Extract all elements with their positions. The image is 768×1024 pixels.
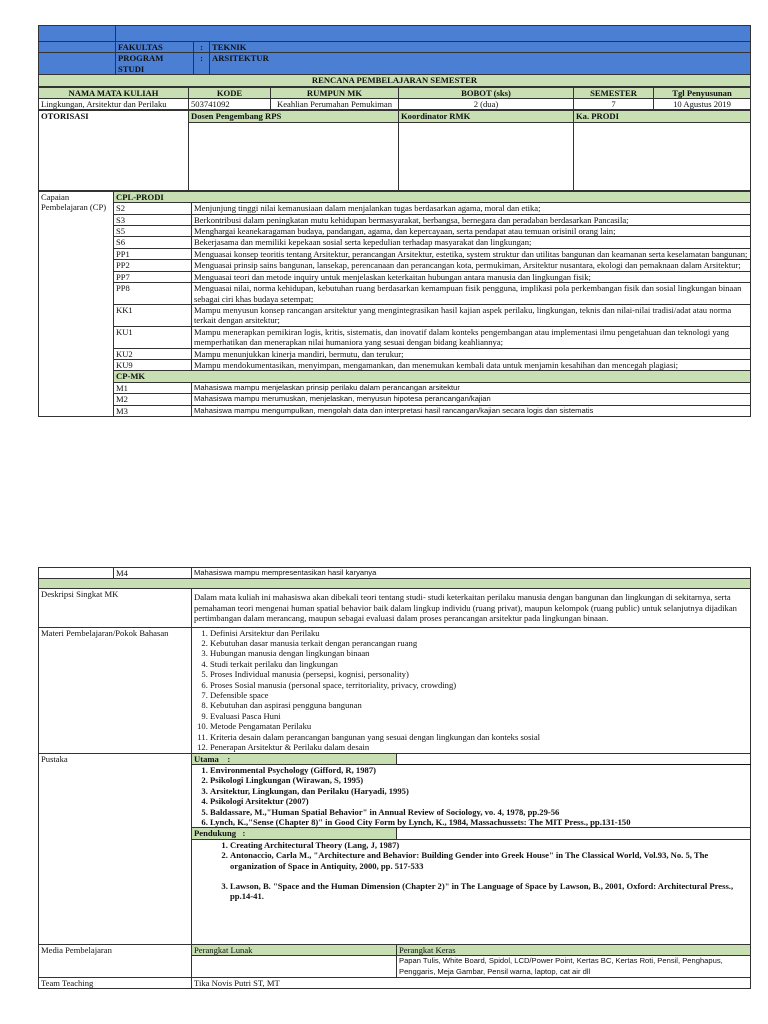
cpl-code: KU2: [114, 348, 192, 359]
pustaka-utama-item: 3. Arsitektur, Lingkungan, dan Perilaku (Haryadi, 1995): [210, 786, 748, 796]
m4-code: M4: [114, 568, 192, 579]
pustaka-utama-item: 6. Lynch, K.,"Sense (Chapter 8)" in Good City Form by Lynch, K., 1984, Massachussets: The MIT Press., pp.131-150: [210, 817, 748, 827]
kaprodi-signature: [574, 122, 751, 190]
prodi-value: ARSITEKTUR: [210, 53, 751, 75]
materi-item: 4. Studi terkait perilaku dan lingkungan: [210, 659, 748, 669]
dosen-signature: [189, 122, 399, 190]
cpl-code: KK1: [114, 304, 192, 326]
deskripsi-label: Deskripsi Singkat MK: [39, 589, 192, 627]
lunak-value: [192, 956, 397, 978]
cpmk-code: M2: [114, 394, 192, 405]
col-header-semester: SEMESTER: [574, 87, 654, 98]
cpl-row: [39, 283, 751, 305]
cpmk-text: Mahasiswa mampu mengumpulkan, mengolah data dan interpretasi hasil rancangan/kajian secara logis dan sistematis: [192, 405, 751, 416]
cpmk-text: Mahasiswa mampu merumuskan, menjelaskan, menyusun hipotesa perancangan/kajian: [192, 394, 751, 405]
cpl-code: S2: [114, 203, 192, 214]
pustaka-utama-item: 1. Environmental Psychology (Gifford, R, 1987): [210, 765, 748, 775]
col-header-kode: KODE: [189, 87, 271, 98]
rps-title: RENCANA PEMBELAJARAN SEMESTER: [39, 75, 751, 86]
utama-label-text: Utama: [194, 753, 219, 764]
pustaka-label: Pustaka: [39, 753, 192, 944]
materi-item: 6. Proses Sosial manusia (personal space, territoriality, privacy, crowding): [210, 680, 748, 690]
course-table: [38, 87, 751, 111]
header-table: [38, 25, 751, 87]
fakultas-label: FAKULTAS: [116, 42, 194, 53]
koordinator-header: Koordinator RMK: [399, 111, 574, 122]
cpl-code: PP8: [114, 283, 192, 305]
cpl-text: Mampu menyusun konsep rancangan arsitektur yang mengintegrasikan hasil kajian aspek perilaku, lingkungan, teknis dan nilai-nilai tradisi/adat atau norma terkait dengan arsitektur;: [192, 304, 751, 326]
cpl-row: [39, 248, 751, 259]
cpl-row: [39, 271, 751, 282]
pustaka-utama-item: 4. Psikologi Arsitektur (2007): [210, 796, 748, 806]
cpl-code: S5: [114, 226, 192, 237]
col-header-rumpun: RUMPUN MK: [271, 87, 399, 98]
pendukung-cell: [192, 839, 751, 944]
course-date: 10 Agustus 2019: [654, 99, 751, 110]
cpl-row: [39, 237, 751, 248]
pustaka-utama-item: 5. Baldassare, M.,"Human Spatial Behavior" in Annual Review of Sociology, vo. 4, 1978, pp.29-56: [210, 807, 748, 817]
cpl-row: [39, 304, 751, 326]
page2-table: [38, 567, 751, 989]
otorisasi-table: [38, 110, 751, 190]
kaprodi-header: Ka. PRODI: [574, 111, 751, 122]
materi-item: 1. Definisi Arsitektur dan Perilaku: [210, 628, 748, 638]
materi-cell: [192, 627, 751, 753]
rps-page-1: [38, 25, 750, 417]
cpl-code: S3: [114, 214, 192, 225]
utama-label: Utama :: [192, 753, 397, 764]
materi-item: 8. Kebutuhan dan aspirasi pengguna bangunan: [210, 700, 748, 710]
m4-text: Mahasiswa mampu mempresentasikan hasil karyanya: [192, 568, 751, 579]
deskripsi-text: Dalam mata kuliah ini mahasiswa akan dibekali teori tentang studi- studi keterkaitan perilaku manusia dengan bangunan dan lingkungan di sekitarnya, serta pemahaman teori mengenai human spatial behavior baik dalam lingkup individu (ruang privat), maupun kelompok (ruang public) untuk selanjutnya dijadikan pertimbangan dalam merancang, maupun sebagai evaluasi dalam proses perancangan arsitektur pada lingkungan binaan.: [192, 589, 751, 627]
cpl-row: [39, 359, 751, 370]
cpmk-header: CP-MK: [114, 371, 751, 382]
utama-list: [194, 765, 748, 827]
capaian-table: [38, 191, 751, 417]
prodi-label: PROGRAM STUDI: [116, 53, 194, 75]
col-header-nama: NAMA MATA KULIAH: [39, 87, 189, 98]
cpl-row: [39, 348, 751, 359]
course-code: 503741092: [189, 99, 271, 110]
prodi-colon: :: [194, 53, 210, 75]
pendukung-list: [194, 840, 748, 902]
header-blank: [39, 42, 116, 53]
pendukung-label: Pendukung :: [192, 828, 397, 839]
course-rumpun: Keahlian Perumahan Pemukiman: [271, 99, 399, 110]
cpl-text: Menguasai prinsip sains bangunan, lansekap, perencanaan dan perancangan kota, permukiman, Arsitektur nusantara, ekologi dan pemaknaan dalam Arsitektur;: [192, 260, 751, 271]
cpl-row: [39, 326, 751, 348]
materi-item: 7. Defensible space: [210, 690, 748, 700]
cpmk-row: [39, 394, 751, 405]
cpmk-row: [39, 382, 751, 393]
header-blank-top: [116, 26, 751, 42]
pendukung-line: [397, 828, 751, 839]
keras-header: Perangkat Keras: [397, 944, 751, 955]
course-semester: 7: [574, 99, 654, 110]
otorisasi-label: OTORISASI: [39, 111, 189, 190]
materi-item: 3. Hubungan manusia dengan lingkungan binaan: [210, 648, 748, 658]
utama-line: [397, 753, 751, 764]
cpl-code: PP7: [114, 271, 192, 282]
col-header-tgl: Tgl Penyusunan: [654, 87, 751, 98]
header-blank: [39, 53, 116, 75]
dosen-header: Dosen Pengembang RPS: [189, 111, 399, 122]
cpl-text: Berkontribusi dalam peningkatan mutu kehidupan bermasyarakat, berbangsa, bernegara dan peradaban berdasarkan Pancasila;: [192, 214, 751, 225]
cpl-row: [39, 260, 751, 271]
pustaka-pendukung-item: 3. Lawson, B. "Space and the Human Dimension (Chapter 2)" in The Language of Space by Lawson, B., 2001, Oxford: Architectural Press., pp.14-41.: [230, 881, 748, 902]
course-name: Lingkungan, Arsitektur dan Perilaku: [39, 99, 189, 110]
cpl-text: Bekerjasama dan memiliki kepekaan sosial serta kepedulian terhadap masyarakat dan lingkungan;: [192, 237, 751, 248]
pendukung-label-text: Pendukung: [194, 828, 237, 839]
cpmk-code: M1: [114, 382, 192, 393]
cpl-text: Mampu mendokumentasikan, menyimpan, mengamankan, dan menemukan kembali data untuk menjamin kesahihan dan mencegah plagiasi;: [192, 359, 751, 370]
pustaka-pendukung-item: 1. Creating Architectural Theory (Lang, J, 1987): [230, 840, 748, 850]
capaian-label: Capaian Pembelajaran (CP): [39, 191, 114, 416]
lunak-header: Perangkat Lunak: [192, 944, 397, 955]
cpl-header: CPL-PRODI: [114, 191, 751, 202]
cpl-row: [39, 214, 751, 225]
cpmk-code: M3: [114, 405, 192, 416]
cpl-row: [39, 226, 751, 237]
cpl-code: PP2: [114, 260, 192, 271]
fakultas-value: TEKNIK: [210, 42, 751, 53]
materi-item: 5. Proses Individual manusia (persepsi, kognisi, personality): [210, 669, 748, 679]
cpl-code: PP1: [114, 248, 192, 259]
materi-item: 10. Metode Pengamatan Perilaku: [210, 721, 748, 731]
cpl-text: Mampu menerapkan pemikiran logis, kritis, sistematis, dan inovatif dalam konteks pengembangan atau implementasi ilmu pengetahuan dan teknologi yang memperhatikan dan menerapkan nilai humaniora yang sesuai dengan bidang keahliannya;: [192, 326, 751, 348]
m4-blank: [39, 568, 114, 579]
materi-list: [194, 628, 748, 753]
green-separator: [39, 579, 751, 589]
cpl-text: Mampu menunjukkan kinerja mandiri, bermutu, dan terukur;: [192, 348, 751, 359]
cpmk-text: Mahasiswa mampu menjelaskan prinsip perilaku dalam perancangan arsitektur: [192, 382, 751, 393]
fakultas-colon: :: [194, 42, 210, 53]
header-blank-left: [39, 26, 116, 42]
utama-cell: [192, 764, 751, 827]
cpl-code: S6: [114, 237, 192, 248]
pustaka-pendukung-item: 2. Antonaccio, Carla M., "Architecture and Behavior: Building Gender into Greek House" in The Classical World, Vol.93, No. 5, The organization of Space in Antiquity, 2000, pp. 517-533: [230, 850, 748, 871]
cpl-code: KU1: [114, 326, 192, 348]
cpl-text: Menguasai nilai, norma kehidupan, kebutuhan ruang berdasarkan kemampuan fisik pengguna, implikasi pola perkembangan fisik dan sosial lingkungan binaan sebagai ciri khas budaya setempat;: [192, 283, 751, 305]
cpl-text: Menjunjung tinggi nilai kemanusiaan dalam menjalankan tugas berdasarkan agama, moral dan etika;: [192, 203, 751, 214]
pustaka-utama-item: 2. Psikologi Lingkungan (Wirawan, S, 1995): [210, 775, 748, 785]
koordinator-signature: [399, 122, 574, 190]
materi-item: 9. Evaluasi Pasca Huni: [210, 711, 748, 721]
keras-value: Papan Tulis, White Board, Spidol, LCD/Power Point, Kertas BC, Kertas Roti, Pensil, Penghapus, Penggaris, Meja Gambar, Pensil warna, laptop, cat air dll: [397, 956, 751, 978]
cpl-text: Menguasai teori dan metode inquiry untuk menjelaskan keterkaitan hubungan antara manusia dan lingkungan fisik;: [192, 271, 751, 282]
team-value: Tika Novis Putri ST, MT: [192, 977, 751, 988]
cpl-text: Menghargai keanekaragaman budaya, pandangan, agama, dan kepercayaan, serta pendapat atau temuan orisinil orang lain;: [192, 226, 751, 237]
cpl-text: Menguasai konsep teoritis tentang Arsitektur, perancangan Arsitektur, estetika, system struktur dan utilitas bangunan dan keamanan serta keselamatan bangunan;: [192, 248, 751, 259]
materi-label: Materi Pembelajaran/Pokok Bahasan: [39, 627, 192, 753]
materi-item: 12. Penerapan Arsitektur & Perilaku dalam desain: [210, 742, 748, 752]
team-label: Team Teaching: [39, 977, 192, 988]
rps-page-2: [38, 567, 750, 989]
cpl-row: [39, 203, 751, 214]
materi-item: 2. Kebutuhan dasar manusia terkait dengan perancangan ruang: [210, 638, 748, 648]
media-label: Media Pembelajaran: [39, 944, 192, 977]
cpmk-row: [39, 405, 751, 416]
col-header-bobot: BOBOT (sks): [399, 87, 574, 98]
materi-item: 11. Kriteria desain dalam perancangan bangunan yang sesuai dengan lingkungan dan konteks sosial: [210, 732, 748, 742]
cpl-code: KU9: [114, 359, 192, 370]
course-bobot: 2 (dua): [399, 99, 574, 110]
